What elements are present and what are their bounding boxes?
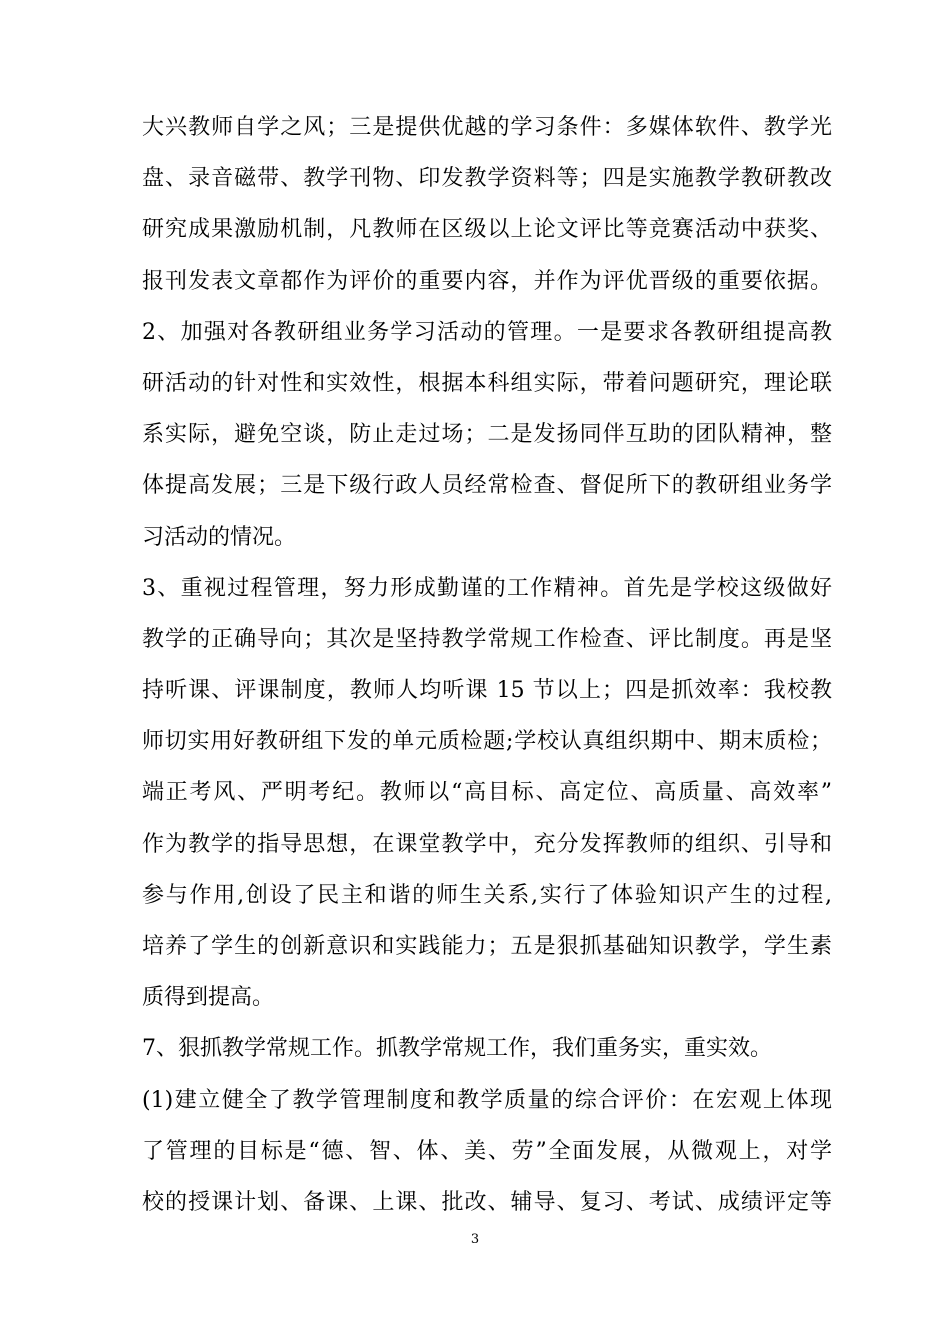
body-text	[142, 102, 832, 1228]
page-number: 3	[470, 1232, 480, 1247]
text-line: 持听课、评课制度，教师人均听课 15 节以上；四是抓效率：我校教	[142, 678, 832, 704]
text-line: 2、加强对各教研组业务学习活动的管理。一是要求各教研组提高教	[142, 319, 832, 345]
text-line: 参与作用,创设了民主和谐的师生关系,实行了体验知识产生的过程,	[142, 882, 832, 908]
text-line: 3、重视过程管理，努力形成勤谨的工作精神。首先是学校这级做好	[142, 575, 832, 601]
text-line: 端正考风、严明考纪。教师以“高目标、高定位、高质量、高效率”	[142, 780, 832, 806]
text-line: 研究成果激励机制，凡教师在区级以上论文评比等竞赛活动中获奖、	[142, 217, 832, 243]
text-line: 大兴教师自学之风；三是提供优越的学习条件：多媒体软件、教学光	[142, 115, 832, 140]
text-line: 教学的正确导向；其次是坚持教学常规工作检查、评比制度。再是坚	[142, 626, 832, 652]
text-line: 师切实用好教研组下发的单元质检题;学校认真组织期中、期末质检；	[142, 729, 832, 755]
text-line: (1)建立健全了教学管理制度和教学质量的综合评价：在宏观上体现	[142, 1087, 832, 1113]
text-line: 7、狠抓教学常规工作。抓教学常规工作，我们重务实，重实效。	[142, 1036, 772, 1062]
text-line: 盘、录音磁带、教学刊物、印发教学资料等；四是实施教学教研教改	[142, 166, 832, 192]
text-line: 质得到提高。	[142, 985, 275, 1011]
text-line: 研活动的针对性和实效性，根据本科组实际，带着问题研究，理论联	[142, 370, 832, 396]
text-line: 习活动的情况。	[142, 524, 297, 550]
text-line: 系实际，避免空谈，防止走过场；二是发扬同伴互助的团队精神，整	[142, 422, 832, 448]
text-line: 了管理的目标是“德、智、体、美、劳”全面发展，从微观上，对学	[142, 1138, 832, 1164]
text-line: 校的授课计划、备课、上课、批改、辅导、复习、考试、成绩评定等	[142, 1189, 832, 1215]
text-line: 报刊发表文章都作为评价的重要内容，并作为评优晋级的重要依据。	[142, 268, 832, 294]
text-line: 培养了学生的创新意识和实践能力；五是狠抓基础知识教学，学生素	[142, 934, 832, 959]
text-line: 作为教学的指导思想，在课堂教学中，充分发挥教师的组织、引导和	[142, 831, 832, 857]
text-line: 体提高发展；三是下级行政人员经常检查、督促所下的教研组业务学	[142, 473, 832, 499]
